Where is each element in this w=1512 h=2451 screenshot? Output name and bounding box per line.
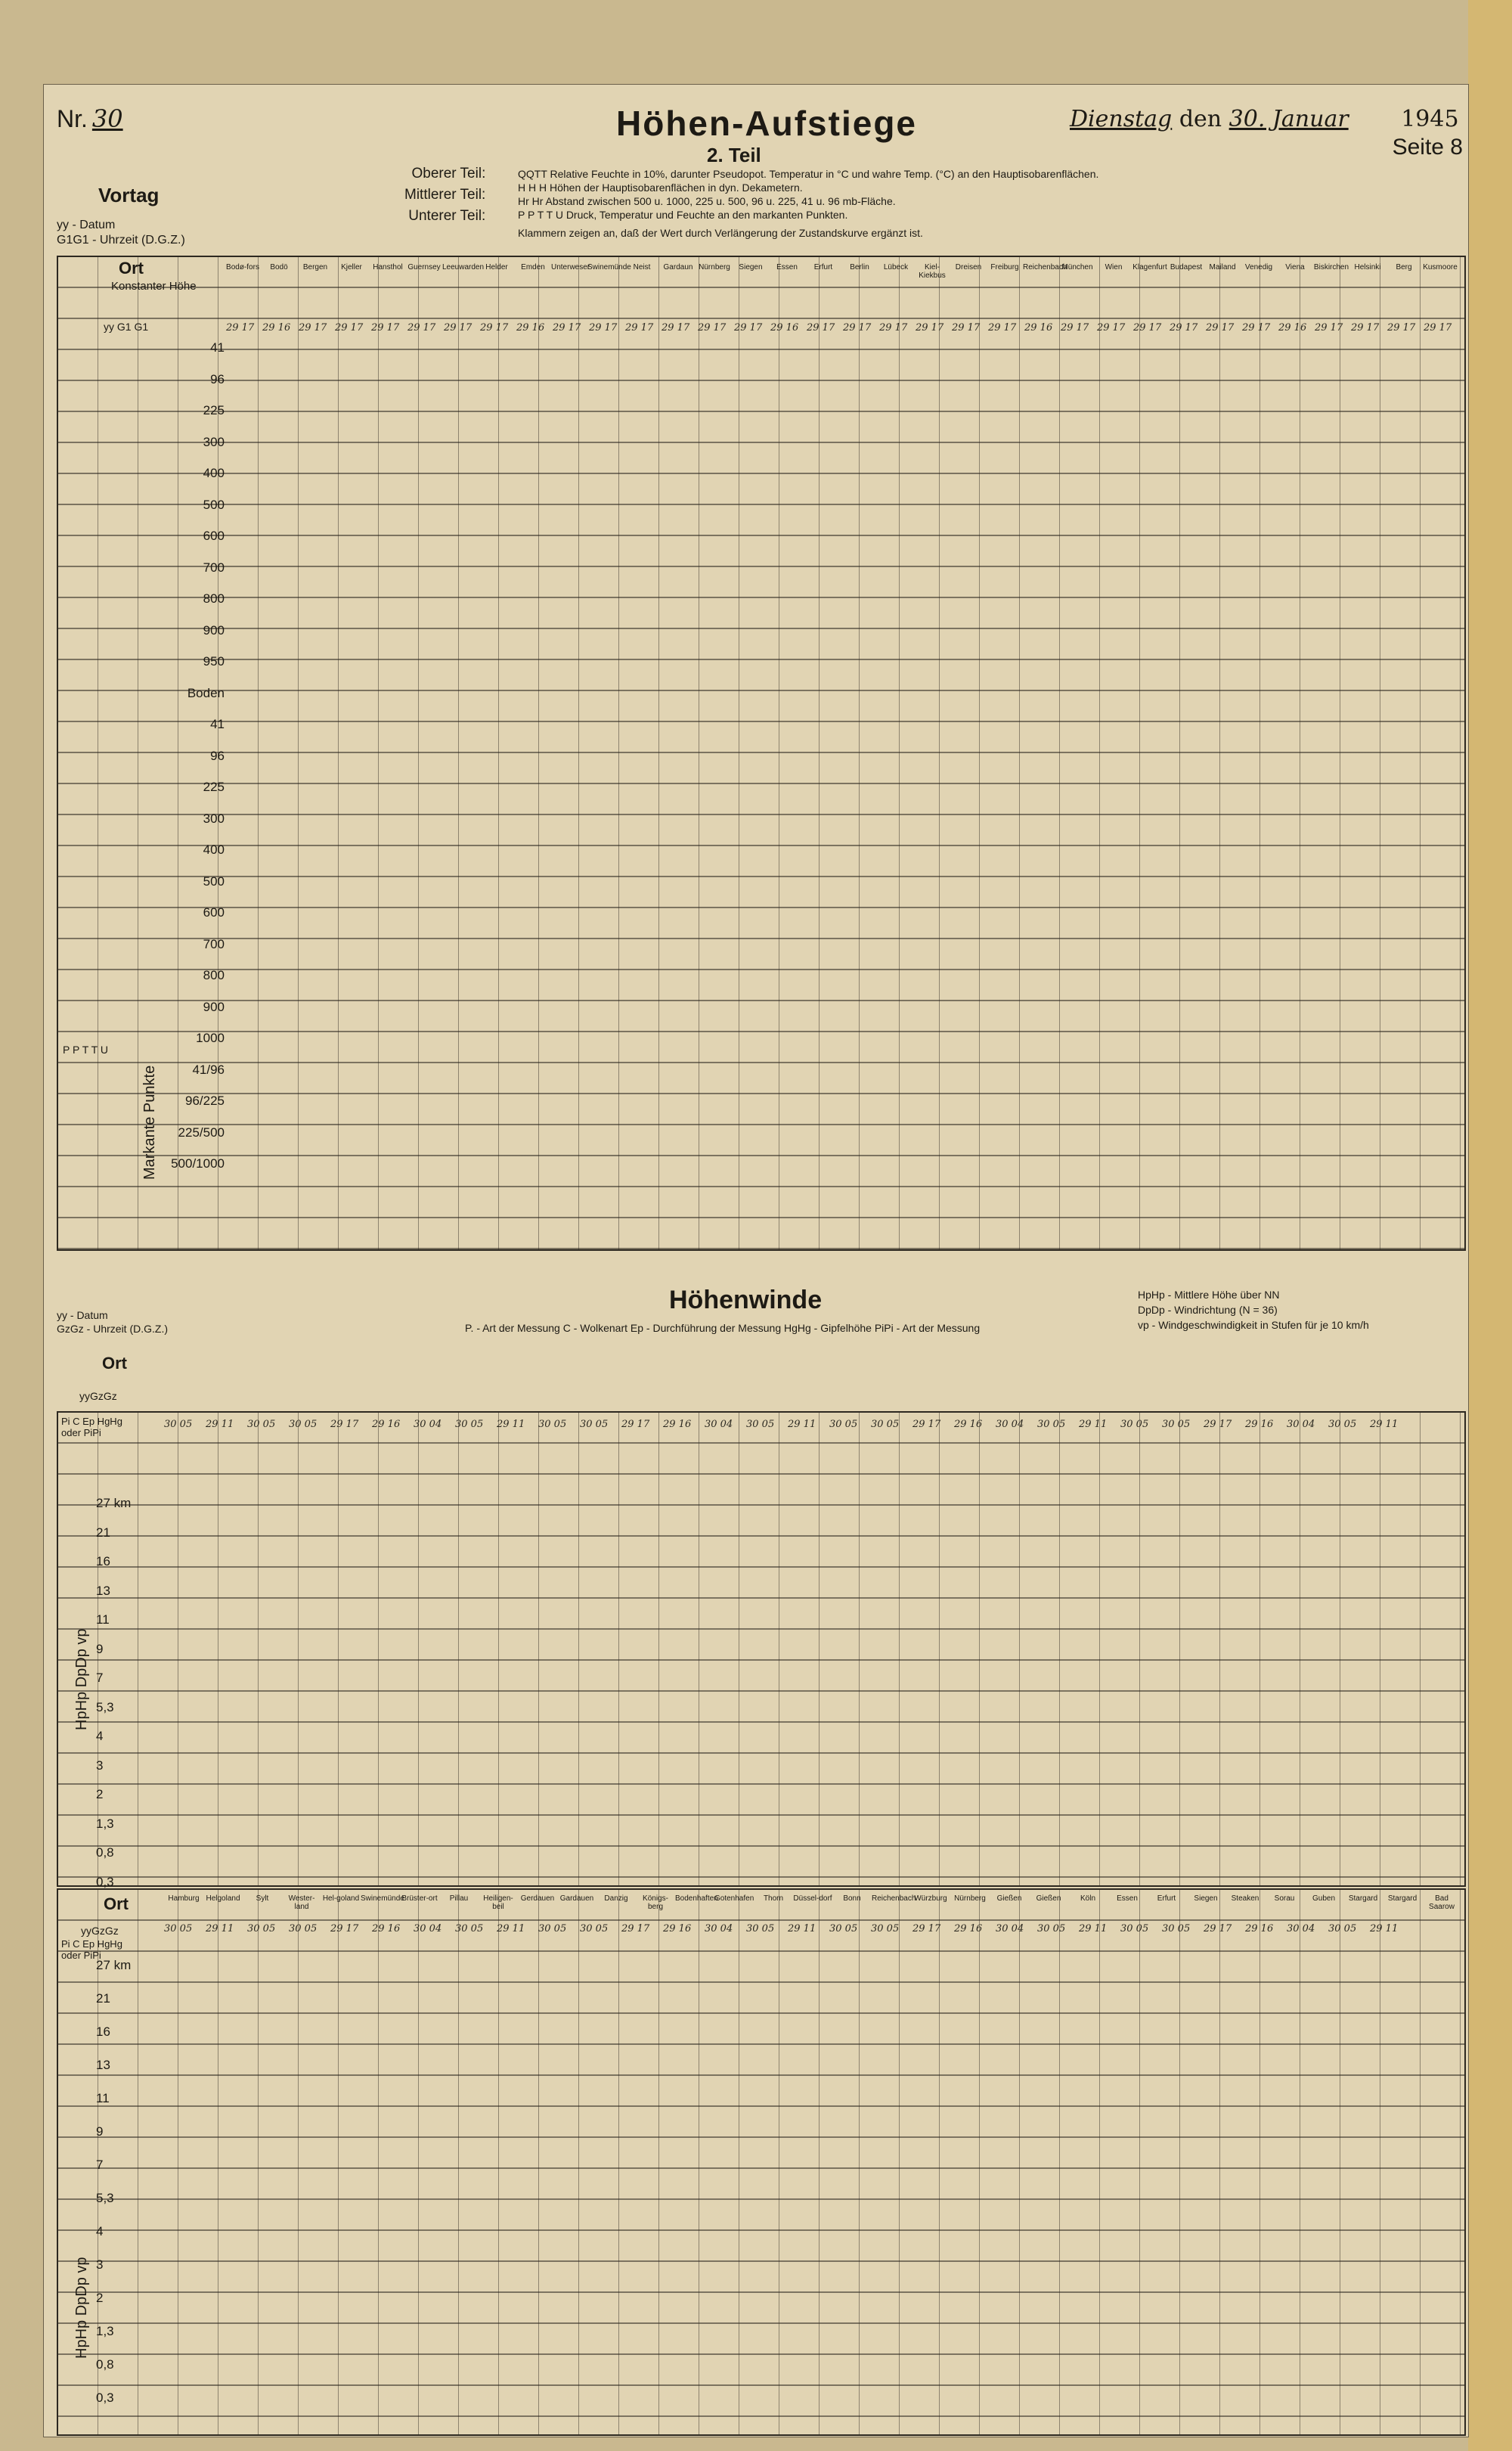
row-label: 225 bbox=[203, 780, 225, 794]
cell-value: 29 11 bbox=[788, 1923, 816, 1934]
station-header: Bodø-fors bbox=[226, 263, 259, 271]
cell-value: 29 16 bbox=[663, 1419, 692, 1430]
station-header: Bergen bbox=[302, 263, 328, 271]
station-header: Klagenfurt bbox=[1132, 263, 1167, 271]
legend-item: HpHp - Mittlere Höhe über NN bbox=[1138, 1289, 1280, 1301]
ppttu-label: P P T T U bbox=[63, 1044, 108, 1056]
level-label: 0,3 bbox=[96, 1874, 114, 1889]
cell-value: 30 05 bbox=[247, 1419, 276, 1430]
cell-value: 29 11 bbox=[788, 1419, 816, 1430]
cell-value: 29 11 bbox=[1079, 1923, 1108, 1934]
row-label: 700 bbox=[203, 560, 225, 575]
cell-value: 29 17 bbox=[335, 322, 364, 334]
page-number: Seite 8 bbox=[1392, 135, 1463, 160]
cell-value: 30 04 bbox=[1287, 1419, 1315, 1430]
station-header: Helder bbox=[485, 263, 508, 271]
level-label: 7 bbox=[96, 2158, 104, 2172]
paper-edge bbox=[1468, 0, 1512, 2451]
station-header: Guernsey bbox=[407, 263, 441, 271]
legend-item: yy - Datum bbox=[57, 1309, 108, 1321]
station-header: Freiburg bbox=[990, 263, 1019, 271]
cell-value: 30 04 bbox=[1287, 1923, 1315, 1934]
level-label: 27 km bbox=[96, 1958, 132, 1972]
station-header: Düssel-dorf bbox=[793, 1894, 832, 1903]
row-label: 225 bbox=[203, 403, 225, 417]
row-label: 1000 bbox=[196, 1031, 225, 1045]
station-header: Brüster-ort bbox=[401, 1894, 438, 1903]
station-header: Bodenhaften bbox=[675, 1894, 718, 1903]
cell-value: 29 17 bbox=[621, 1923, 650, 1934]
level-label: 21 bbox=[96, 1525, 110, 1540]
station-header: Steaken bbox=[1231, 1894, 1259, 1903]
station-header: Lübeck bbox=[883, 263, 909, 271]
station-header: Heiligen-beil bbox=[483, 1894, 513, 1911]
cell-value: 30 05 bbox=[829, 1419, 858, 1430]
station-header: Dreisen bbox=[955, 263, 982, 271]
row-label: 225/500 bbox=[178, 1125, 225, 1140]
cell-value: 29 17 bbox=[330, 1923, 359, 1934]
cell-value: 30 04 bbox=[705, 1419, 733, 1430]
station-header: Swinemünde bbox=[361, 1894, 404, 1903]
row-label: 96 bbox=[210, 371, 225, 386]
cell-value: 30 05 bbox=[580, 1923, 609, 1934]
winds-legend-left bbox=[57, 1308, 168, 1336]
row-label: 500 bbox=[203, 497, 225, 512]
station-header: Wester-land bbox=[288, 1894, 315, 1911]
cell-value: 29 17 bbox=[1097, 322, 1126, 334]
station-header: Helsinki bbox=[1354, 263, 1381, 271]
cell-value: 29 17 bbox=[734, 322, 763, 334]
station-header: Viena bbox=[1285, 263, 1305, 271]
cell-value: 30 05 bbox=[455, 1419, 484, 1430]
level-label: 3 bbox=[96, 1758, 104, 1773]
station-header: Danzig bbox=[604, 1894, 628, 1903]
cell-value: 29 16 bbox=[1278, 322, 1307, 334]
level-label: 0,8 bbox=[96, 1845, 114, 1860]
cell-value: 29 17 bbox=[1133, 322, 1162, 334]
definition: P P T T U Druck, Temperatur und Feuchte an den markanten Punkten. bbox=[518, 209, 848, 221]
row-label: 500 bbox=[203, 873, 225, 889]
definition: QQTT Relative Feuchte in 10%, darunter Pseudopot. Temperatur in °C und wahre Temp. (°C) an den Hauptisobarenflächen. bbox=[518, 168, 1099, 180]
cell-value: 29 16 bbox=[262, 322, 291, 334]
station-header: Guben bbox=[1312, 1894, 1336, 1903]
winds-table-2 bbox=[57, 1888, 1466, 2436]
station-header: Swinemünde bbox=[587, 263, 631, 271]
level-label: 9 bbox=[96, 2124, 104, 2139]
level-label: 13 bbox=[96, 2058, 110, 2072]
ascent-table bbox=[57, 256, 1466, 1251]
picep-label: Pi C Ep HgHg oder PiPi bbox=[61, 1938, 122, 1961]
legend-item: DpDp - Windrichtung (N = 36) bbox=[1138, 1304, 1278, 1316]
cell-value: 29 16 bbox=[1245, 1419, 1274, 1430]
row-label: 96 bbox=[210, 748, 225, 763]
nr-value: 30 bbox=[91, 104, 123, 133]
level-label: 1,3 bbox=[96, 2324, 114, 2338]
station-header: Würzburg bbox=[914, 1894, 947, 1903]
row-label: 600 bbox=[203, 529, 225, 543]
cell-value: 29 17 bbox=[625, 322, 654, 334]
legend-item: yy - Datum bbox=[57, 219, 116, 231]
cell-value: 29 11 bbox=[206, 1419, 234, 1430]
cell-value: 29 17 bbox=[879, 322, 908, 334]
level-label: 4 bbox=[96, 1729, 104, 1743]
cell-value: 29 17 bbox=[589, 322, 618, 334]
cell-value: 29 16 bbox=[663, 1923, 692, 1934]
cell-value: 30 05 bbox=[247, 1923, 276, 1934]
winds-subtitle: P. - Art der Messung C - Wolkenart Ep - Durchführung der Messung HgHg - Gipfelhöhe PiPi - Art der Messung bbox=[465, 1322, 981, 1334]
cell-value: 30 04 bbox=[996, 1419, 1024, 1430]
cell-value: 29 16 bbox=[954, 1923, 983, 1934]
station-header: Kiel-Kiekbus bbox=[919, 263, 946, 280]
legend-item: vp - Windgeschwindigkeit in Stufen für je 10 km/h bbox=[1138, 1319, 1369, 1331]
level-label: 11 bbox=[96, 1612, 110, 1627]
cell-value: 29 17 bbox=[299, 322, 327, 334]
station-header: Budapest bbox=[1170, 263, 1203, 271]
cell-value: 30 05 bbox=[1037, 1419, 1066, 1430]
cell-value: 29 17 bbox=[1204, 1923, 1232, 1934]
station-header: Leeuwarden bbox=[442, 263, 485, 271]
row-label: 800 bbox=[203, 591, 225, 606]
level-label: 4 bbox=[96, 2224, 104, 2238]
level-label: 16 bbox=[96, 1554, 110, 1568]
cell-value: 29 17 bbox=[662, 322, 690, 334]
station-header: Köln bbox=[1080, 1894, 1095, 1903]
cell-value: 30 04 bbox=[414, 1419, 442, 1430]
cell-value: 29 17 bbox=[912, 1419, 941, 1430]
station-header: Gardauen bbox=[559, 1894, 594, 1903]
row-label: 500/1000 bbox=[171, 1156, 225, 1171]
cell-value: 29 17 bbox=[480, 322, 509, 334]
station-header: Siegen bbox=[1194, 1894, 1218, 1903]
cell-value: 30 05 bbox=[829, 1923, 858, 1934]
level-label: 0,3 bbox=[96, 2391, 114, 2405]
level-label: 1,3 bbox=[96, 1816, 114, 1831]
cell-value: 30 05 bbox=[746, 1923, 775, 1934]
level-label: 13 bbox=[96, 1583, 110, 1598]
row-label: 41 bbox=[210, 717, 225, 731]
station-header: Nürnberg bbox=[954, 1894, 986, 1903]
cell-value: 29 17 bbox=[843, 322, 872, 334]
row-label: 400 bbox=[203, 466, 225, 480]
station-header: Gardaun bbox=[663, 263, 693, 271]
cell-value: 29 16 bbox=[516, 322, 545, 334]
cell-value: 29 11 bbox=[1079, 1419, 1108, 1430]
station-header: Reichenbach bbox=[872, 1894, 916, 1903]
cell-value: 29 17 bbox=[1170, 322, 1198, 334]
page-subtitle: 2. Teil bbox=[707, 144, 761, 166]
station-header: Bonn bbox=[843, 1894, 861, 1903]
station-header: Sylt bbox=[256, 1894, 269, 1903]
station-header: Stargard bbox=[1348, 1894, 1378, 1903]
markante-punkte-label: Markante Punkte bbox=[141, 1065, 158, 1180]
cell-value: 29 11 bbox=[497, 1923, 525, 1934]
nr-label: Nr. bbox=[57, 105, 88, 132]
cell-value: 30 05 bbox=[580, 1419, 609, 1430]
cell-value: 29 17 bbox=[912, 1923, 941, 1934]
row-label: 41 bbox=[210, 340, 225, 355]
cell-value: 30 05 bbox=[1120, 1923, 1149, 1934]
axis-label: HpHp DpDp vp bbox=[73, 2257, 90, 2359]
cell-value: 29 17 bbox=[952, 322, 981, 334]
level-label: 27 km bbox=[96, 1496, 132, 1510]
station-header: Hansthol bbox=[373, 263, 403, 271]
cell-value: 29 17 bbox=[407, 322, 436, 334]
cell-value: 30 05 bbox=[538, 1923, 567, 1934]
cell-value: 30 05 bbox=[538, 1419, 567, 1430]
cell-value: 30 05 bbox=[1037, 1923, 1066, 1934]
level-label: 5,3 bbox=[96, 2191, 114, 2205]
level-label: 0,8 bbox=[96, 2357, 114, 2372]
cell-value: 29 16 bbox=[372, 1419, 401, 1430]
station-header: Kjeller bbox=[341, 263, 362, 271]
winds-legend-right bbox=[1138, 1287, 1369, 1333]
cell-value: 29 17 bbox=[1206, 322, 1235, 334]
cell-value: 29 17 bbox=[226, 322, 255, 334]
yy-gz-label: yyGzGz bbox=[79, 1390, 117, 1402]
axis-label: HpHp DpDp vp bbox=[73, 1628, 90, 1730]
cell-value: 30 05 bbox=[1328, 1923, 1357, 1934]
cell-value: 30 05 bbox=[746, 1419, 775, 1430]
teil-label: Mittlerer Teil: bbox=[404, 187, 486, 203]
station-header: Venedig bbox=[1244, 263, 1273, 271]
cell-value: 30 05 bbox=[164, 1419, 193, 1430]
row-label: 300 bbox=[203, 811, 225, 826]
legend-item: GzGz - Uhrzeit (D.G.Z.) bbox=[57, 1323, 168, 1335]
cell-value: 29 11 bbox=[1370, 1923, 1399, 1934]
cell-value: 29 16 bbox=[1245, 1923, 1274, 1934]
picep-label: Pi C Ep HgHg oder PiPi bbox=[61, 1416, 122, 1438]
row-label: 400 bbox=[203, 842, 225, 857]
cell-value: 29 16 bbox=[954, 1419, 983, 1430]
station-header: Neist bbox=[633, 263, 651, 271]
station-header: Bad Saarow bbox=[1429, 1894, 1455, 1911]
level-label: 11 bbox=[96, 2091, 110, 2105]
cell-value: 30 05 bbox=[289, 1923, 318, 1934]
cell-value: 30 05 bbox=[164, 1923, 193, 1934]
cell-value: 29 17 bbox=[444, 322, 472, 334]
cell-value: 29 17 bbox=[698, 322, 727, 334]
level-label: 7 bbox=[96, 1671, 104, 1685]
cell-value: 30 05 bbox=[455, 1923, 484, 1934]
station-header: Gerdauen bbox=[520, 1894, 555, 1903]
cell-value: 29 17 bbox=[807, 322, 835, 334]
cell-value: 29 11 bbox=[1370, 1419, 1399, 1430]
station-header: Biskirchen bbox=[1313, 263, 1349, 271]
cell-value: 29 17 bbox=[1424, 322, 1452, 334]
row-label: 900 bbox=[203, 999, 225, 1014]
station-header: Berlin bbox=[850, 263, 869, 271]
cell-value: 29 17 bbox=[1387, 322, 1416, 334]
station-header: Emden bbox=[521, 263, 545, 271]
level-label: 2 bbox=[96, 2291, 104, 2305]
cell-value: 30 05 bbox=[1328, 1419, 1357, 1430]
station-header: Mailand bbox=[1209, 263, 1236, 271]
level-label: 2 bbox=[96, 1787, 104, 1801]
station-header: Gotenhafen bbox=[714, 1894, 754, 1903]
station-header: Thorn bbox=[763, 1894, 784, 1903]
row-label: 950 bbox=[203, 654, 225, 669]
station-header: München bbox=[1061, 263, 1093, 271]
cell-value: 30 05 bbox=[1162, 1419, 1191, 1430]
cell-value: 29 17 bbox=[916, 322, 944, 334]
cell-value: 29 17 bbox=[1315, 322, 1343, 334]
day: Dienstag bbox=[1070, 106, 1173, 132]
den: den bbox=[1179, 106, 1222, 132]
cell-value: 29 17 bbox=[1204, 1419, 1232, 1430]
note: Klammern zeigen an, daß der Wert durch Verlängerung der Zustandskurve ergänzt ist. bbox=[518, 227, 923, 239]
station-header: Helgoland bbox=[206, 1894, 240, 1903]
station-header: Reichenbach bbox=[1023, 263, 1067, 271]
legend-item: G1G1 - Uhrzeit (D.G.Z.) bbox=[57, 234, 185, 247]
cell-value: 29 16 bbox=[372, 1923, 401, 1934]
cell-value: 29 17 bbox=[1351, 322, 1380, 334]
winds-table bbox=[57, 1411, 1466, 1887]
definition: Hr Hr Abstand zwischen 500 u. 1000, 225 u. 500, 96 u. 225, 41 u. 96 mb-Fläche. bbox=[518, 195, 896, 207]
cell-value: 30 05 bbox=[1162, 1923, 1191, 1934]
ort-header: Ort bbox=[102, 1354, 127, 1373]
cell-value: 29 11 bbox=[497, 1419, 525, 1430]
station-header: Siegen bbox=[739, 263, 763, 271]
station-header: Gießen bbox=[996, 1894, 1022, 1903]
cell-value: 29 17 bbox=[621, 1419, 650, 1430]
cell-value: 29 17 bbox=[330, 1419, 359, 1430]
row-label: 800 bbox=[203, 968, 225, 982]
row-label: 41/96 bbox=[192, 1062, 225, 1077]
station-header: Gießen bbox=[1036, 1894, 1061, 1903]
station-header: Wien bbox=[1105, 263, 1123, 271]
cell-value: 29 17 bbox=[1061, 322, 1089, 334]
station-header: Erfurt bbox=[813, 263, 833, 271]
station-header: Berg bbox=[1396, 263, 1412, 271]
cell-value: 29 17 bbox=[371, 322, 400, 334]
station-header: Königs-berg bbox=[643, 1894, 668, 1911]
cell-value: 29 17 bbox=[1242, 322, 1271, 334]
level-label: 16 bbox=[96, 2024, 110, 2039]
yy-gz-label: yyGzGz bbox=[81, 1925, 119, 1937]
level-label: 9 bbox=[96, 1641, 104, 1656]
vortag-label: Vortag bbox=[98, 184, 160, 206]
row-label: 700 bbox=[203, 936, 225, 951]
station-header: Unterweser bbox=[551, 263, 590, 271]
station-header: Essen bbox=[1117, 1894, 1138, 1903]
cell-value: 30 05 bbox=[871, 1923, 900, 1934]
cell-value: 29 16 bbox=[770, 322, 799, 334]
station-header: Bodö bbox=[270, 263, 288, 271]
cell-value: 30 05 bbox=[289, 1419, 318, 1430]
level-label: 21 bbox=[96, 1991, 110, 2006]
row-label: 600 bbox=[203, 905, 225, 920]
row-label: 900 bbox=[203, 622, 225, 638]
row-label: 300 bbox=[203, 434, 225, 449]
cell-value: 30 05 bbox=[1120, 1419, 1149, 1430]
legend bbox=[57, 218, 185, 248]
station-header: Essen bbox=[776, 263, 798, 271]
definitions bbox=[518, 167, 1098, 240]
cell-value: 30 04 bbox=[996, 1923, 1024, 1934]
cell-value: 30 05 bbox=[871, 1419, 900, 1430]
issue-number bbox=[57, 104, 123, 133]
level-label: 3 bbox=[96, 2257, 104, 2272]
cell-value: 30 04 bbox=[414, 1923, 442, 1934]
row-label: 96/225 bbox=[185, 1094, 225, 1108]
cell-value: 29 17 bbox=[988, 322, 1017, 334]
ort-header: Ort bbox=[119, 259, 144, 278]
station-header: Hamburg bbox=[168, 1894, 200, 1903]
station-header: Pillau bbox=[449, 1894, 469, 1903]
cell-value: 30 04 bbox=[705, 1923, 733, 1934]
level-label: 5,3 bbox=[96, 1699, 114, 1714]
cell-value: 29 11 bbox=[206, 1923, 234, 1934]
cell-value: 29 17 bbox=[553, 322, 581, 334]
year: 1945 bbox=[1401, 106, 1459, 132]
winds-header bbox=[57, 1286, 1463, 1407]
page-title: Höhen-Aufstiege bbox=[616, 104, 917, 143]
teil-label: Oberer Teil: bbox=[411, 166, 486, 181]
yy-gg-label: yy G1 G1 bbox=[104, 321, 149, 333]
station-header: Hel-goland bbox=[322, 1894, 360, 1903]
definition: H H H Höhen der Hauptisobarenflächen in dyn. Dekametern. bbox=[518, 181, 803, 194]
winds-title: Höhenwinde bbox=[669, 1286, 823, 1314]
station-header: Kusmoore bbox=[1423, 263, 1458, 271]
date: 30. Januar bbox=[1228, 106, 1349, 132]
konstanter-hoehe-label: Konstanter Höhe bbox=[111, 280, 197, 293]
teil-labels bbox=[404, 163, 485, 227]
row-label: Boden bbox=[187, 685, 225, 700]
station-header: Sorau bbox=[1274, 1894, 1295, 1903]
ort-header: Ort bbox=[104, 1894, 129, 1913]
teil-label: Unterer Teil: bbox=[408, 208, 486, 224]
cell-value: 29 16 bbox=[1024, 322, 1053, 334]
date-line bbox=[1070, 106, 1459, 132]
station-header: Nürnberg bbox=[699, 263, 730, 271]
station-header: Stargard bbox=[1387, 1894, 1418, 1903]
station-header: Erfurt bbox=[1157, 1894, 1176, 1903]
